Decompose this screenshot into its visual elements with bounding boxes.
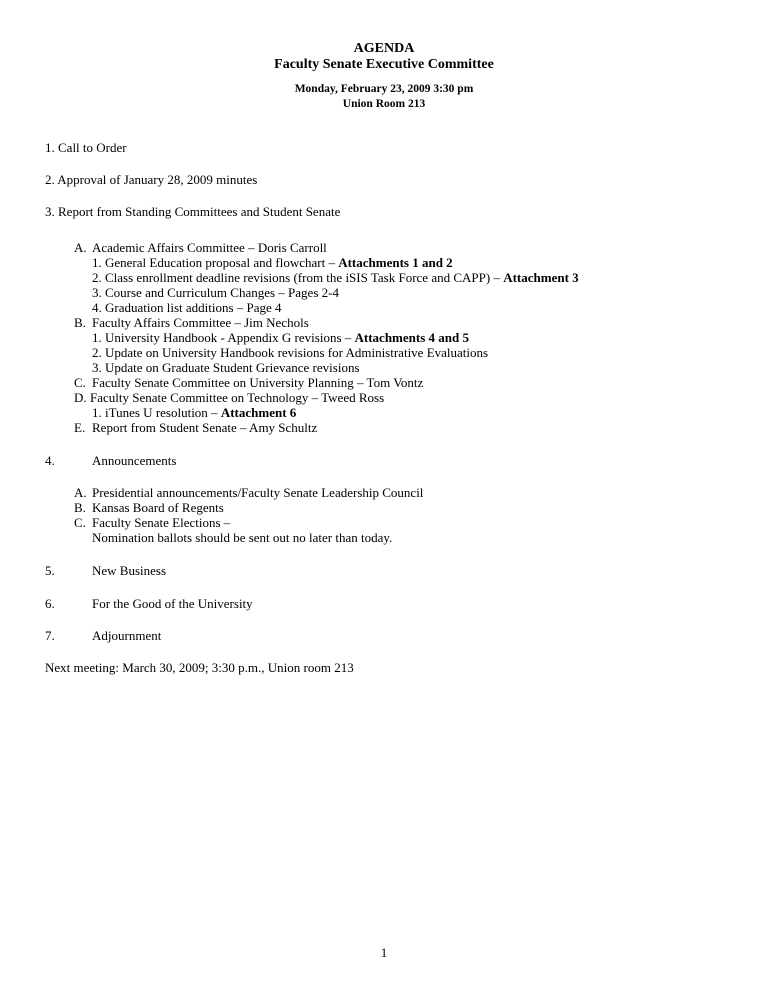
item-approval-minutes: 2. Approval of January 28, 2009 minutes: [45, 172, 258, 187]
sub-c-text: Faculty Senate Committee on University Planning – Tom Vontz: [92, 375, 424, 390]
sub-d-item-1-text: 1. iTunes U resolution –: [92, 405, 221, 420]
sub-d-text: Faculty Senate Committee on Technology – Tweed Ross: [90, 390, 385, 405]
agenda-title: AGENDA: [353, 41, 415, 56]
sub-b-item-1-text: 1. University Handbook - Appendix G revisions –: [92, 330, 355, 345]
sub-e-text: Report from Student Senate – Amy Schultz: [92, 420, 318, 435]
attachment-ref: Attachment 6: [220, 405, 297, 420]
next-meeting: Next meeting: March 30, 2009; 3:30 p.m., Union room 213: [45, 660, 354, 675]
item-adjournment: Adjournment: [92, 628, 162, 643]
sub-a-item-4: 4. Graduation list additions – Page 4: [92, 300, 282, 315]
sub-a-item-3: 3. Course and Curriculum Changes – Pages 2-4: [92, 285, 339, 300]
ann-a-label: A.: [74, 485, 87, 500]
sub-b-text: Faculty Affairs Committee – Jim Nechols: [92, 315, 309, 330]
meeting-datetime: Monday, February 23, 2009 3:30 pm: [294, 83, 474, 95]
sub-a-item-1: [92, 255, 453, 270]
sub-b-item-1: [92, 330, 469, 345]
sub-e-label: E.: [74, 420, 86, 435]
attachment-ref: Attachments 1 and 2: [338, 255, 453, 270]
sub-b-item-2: 2. Update on University Handbook revisions for Administrative Evaluations: [92, 345, 489, 360]
ann-b-label: B.: [74, 500, 86, 515]
ann-c-label: C.: [74, 515, 86, 530]
item-6-number: 6.: [45, 596, 55, 611]
sub-b-label: B.: [74, 315, 86, 330]
meeting-room: Union Room 213: [342, 98, 426, 110]
item-7-number: 7.: [45, 628, 55, 643]
ann-a-text: Presidential announcements/Faculty Senate Leadership Council: [92, 485, 424, 500]
ann-b-text: Kansas Board of Regents: [92, 500, 224, 515]
item-new-business: New Business: [92, 563, 167, 578]
ann-c-detail: Nomination ballots should be sent out no later than today.: [92, 530, 393, 545]
item-good-of-university: For the Good of the University: [92, 596, 253, 611]
attachment-ref: Attachment 3: [503, 270, 579, 285]
sub-a-item-2: [92, 270, 579, 285]
sub-d-label: D.: [74, 390, 87, 405]
sub-a-label: A.: [74, 240, 87, 255]
sub-a-item-2-text: 2. Class enrollment deadline revisions (from the iSIS Task Force and CAPP) –: [92, 270, 504, 285]
ann-c-text: Faculty Senate Elections –: [92, 515, 231, 530]
item-5-number: 5.: [45, 563, 55, 578]
item-announcements: Announcements: [92, 453, 177, 468]
item-4-number: 4.: [45, 453, 55, 468]
sub-a-text: Academic Affairs Committee – Doris Carroll: [92, 240, 327, 255]
item-reports: 3. Report from Standing Committees and Student Senate: [45, 204, 341, 219]
sub-d-item-1: [92, 405, 296, 420]
sub-b-item-3: 3. Update on Graduate Student Grievance revisions: [92, 360, 360, 375]
committee-name: Faculty Senate Executive Committee: [274, 57, 494, 72]
attachment-ref: Attachments 4 and 5: [354, 330, 469, 345]
sub-a-item-1-text: 1. General Education proposal and flowchart –: [92, 255, 339, 270]
sub-c-label: C.: [74, 375, 86, 390]
item-call-to-order: 1. Call to Order: [45, 140, 127, 155]
page-number: 1: [380, 945, 388, 960]
